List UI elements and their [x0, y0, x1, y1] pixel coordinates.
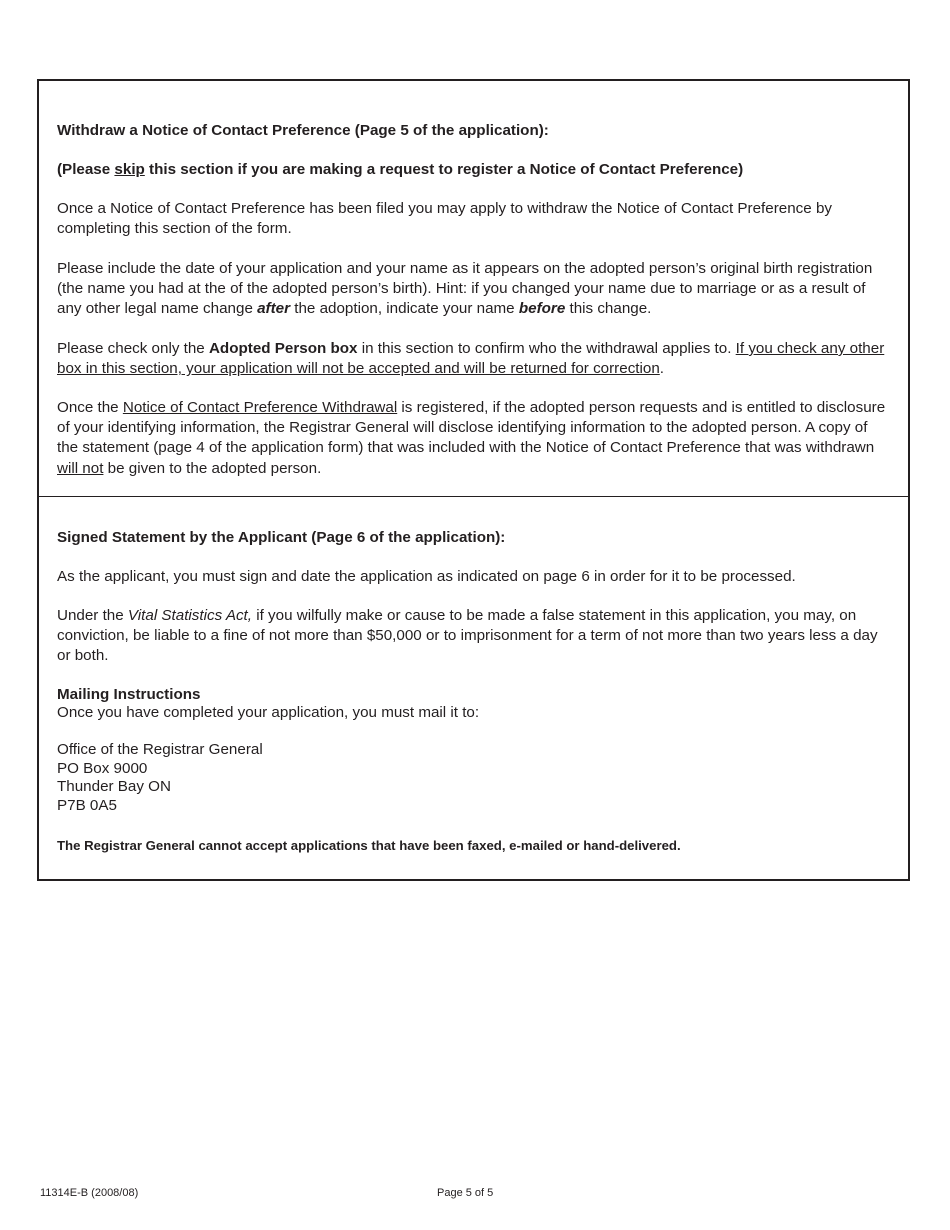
p4-text-a: Once the [57, 399, 123, 416]
adopted-person-box-label: Adopted Person box [208, 340, 358, 357]
p2-text-c: this change. [565, 300, 652, 318]
notice-withdrawal-term: Notice of Contact Preference Withdrawal [122, 399, 398, 416]
p3-warning: If you check any other box in this section, your application will not be accepted and will be returned for correction [57, 340, 885, 378]
address-line: P7B 0A5 [57, 796, 117, 814]
submission-notice: The Registrar General cannot accept applications that have been faxed, e-mailed or hand-delivered. [57, 838, 681, 853]
before-emphasis: before [518, 300, 566, 318]
signed-paragraph-2 [57, 606, 890, 667]
after-emphasis: after [257, 300, 291, 318]
act-name: Vital Statistics Act, [127, 607, 252, 624]
p2s-text-b: if you wilfully make or cause to be made a false statement in this application, you may, on conviction, be liable to a fine of not more than $50,000 or to imprisonment for a term of not more than two years less a day or both. [57, 607, 878, 665]
p2-text-a: Please include the date of your application and your name as it appears on the adopted person’s original birth registration (the name you had at the of the adopted person’s birth). Hint: if you changed your name due to marriage or as a result of any other legal name change [57, 260, 873, 318]
skip-word: skip [114, 161, 145, 178]
signed-paragraph-1: As the applicant, you must sign and date the application as indicated on page 6 in order for it to be processed. [57, 568, 796, 585]
address-line: Office of the Registrar General [57, 741, 263, 758]
withdraw-paragraph-1: Once a Notice of Contact Preference has been filed you may apply to withdraw the Notice of Contact Preference by completing this section of the form. [57, 200, 832, 238]
p2-text-b: the adoption, indicate your name [290, 300, 519, 318]
withdraw-paragraph-3 [57, 339, 890, 379]
p3-text-c: . [659, 360, 665, 378]
p4-text-c: be given to the adopted person. [103, 459, 322, 477]
address-line: Thunder Bay ON [57, 778, 171, 795]
p2s-text-a: Under the [57, 607, 128, 624]
withdraw-paragraph-2 [57, 259, 890, 320]
signed-heading: Signed Statement by the Applicant (Page 6 of the application): [57, 529, 506, 546]
mailing-address [57, 741, 890, 815]
withdraw-paragraph-4 [57, 398, 890, 479]
signed-statement-section [39, 496, 908, 879]
instructions-frame [37, 79, 910, 881]
p3-text-b: in this section to confirm who the withdrawal applies to. [357, 340, 736, 357]
mailing-intro: Once you have completed your application, you must mail it to: [57, 704, 480, 721]
p4-text-b: is registered, if the adopted person requests and is entitled to disclosure of your identifying information, the Registrar General will disclose identifying information to the adopted person. A copy of the statement (page 4 of the application form) that was included with the Notice of Contact Preference that was withdrawn [57, 399, 886, 457]
skip-note [57, 160, 890, 180]
skip-note-pre: (Please [57, 161, 115, 178]
mailing-heading: Mailing Instructions [57, 686, 201, 703]
skip-note-post: this section if you are making a request to register a Notice of Contact Preference) [144, 161, 744, 178]
withdraw-section [39, 81, 908, 496]
will-not-emphasis: will not [57, 459, 104, 477]
form-code: 11314E-B (2008/08) [40, 1187, 139, 1199]
p3-text-a: Please check only the [57, 340, 209, 357]
withdraw-heading: Withdraw a Notice of Contact Preference (Page 5 of the application): [57, 122, 549, 139]
address-line: PO Box 9000 [57, 759, 148, 777]
page-number: Page 5 of 5 [437, 1187, 494, 1199]
